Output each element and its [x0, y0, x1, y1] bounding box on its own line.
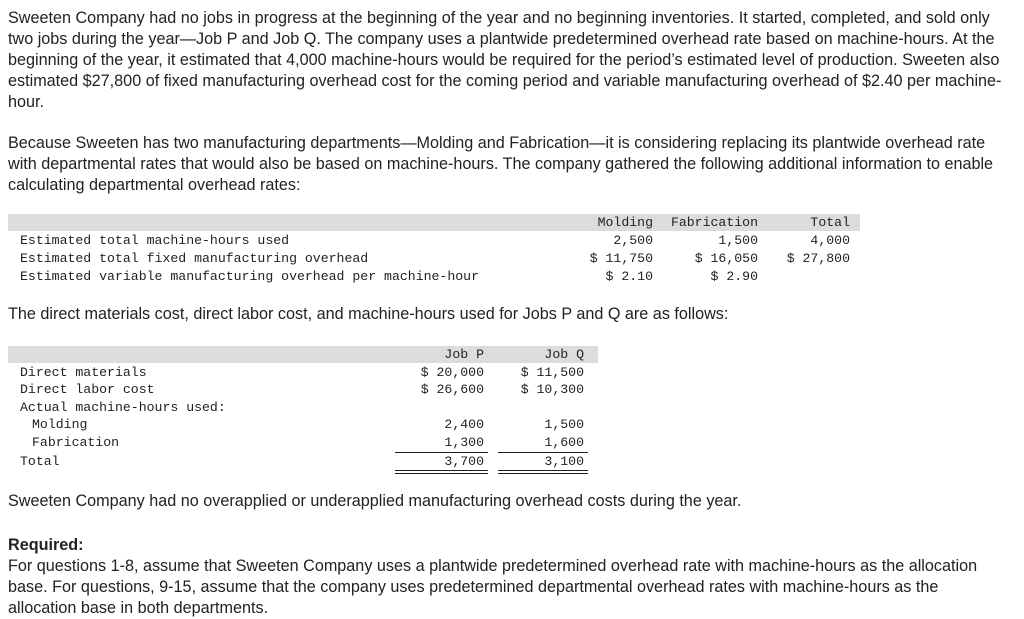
cell-molding: 2,500 [613, 233, 653, 248]
column-header-fabrication: Fabrication [670, 215, 758, 230]
cell-job-q: 1,600 [544, 435, 584, 450]
row-label: Direct labor cost [20, 382, 155, 397]
table-row-total [8, 454, 598, 471]
total-double-rule-job-q [498, 473, 588, 474]
cell-job-p: 3,700 [444, 454, 484, 469]
total-rule-job-q [498, 470, 588, 471]
subtotal-rule-job-p [395, 452, 488, 453]
row-label: Estimated variable manufacturing overhead per machine-hour [20, 269, 479, 284]
cell-job-q: $ 10,300 [520, 382, 584, 397]
total-double-rule-job-p [395, 473, 488, 474]
row-label: Estimated total machine-hours used [20, 233, 290, 248]
jobs-intro-text: The direct materials cost, direct labor cost, and machine-hours used for Jobs P and Q are as follows: [8, 305, 729, 323]
cell-job-q: $ 11,500 [520, 365, 584, 380]
table-row [8, 233, 860, 250]
subtotal-rule-job-q [498, 452, 588, 453]
cell-total: 4,000 [810, 233, 850, 248]
column-header-job-p: Job P [444, 347, 484, 362]
cell-job-q: 3,100 [544, 454, 584, 469]
department-overhead-table [8, 214, 860, 288]
table-header-row [8, 215, 860, 232]
column-header-molding: Molding [597, 215, 653, 230]
table-row [8, 365, 598, 382]
table-row [8, 251, 860, 268]
row-label: Direct materials [20, 365, 147, 380]
table-row [8, 435, 598, 452]
required-heading: Required: [8, 536, 84, 554]
intro-paragraph-2: Because Sweeten has two manufacturing departments—Molding and Fabrication—it is considering replacing its plantwide overhead rate with departmental rates that would also be based on machine-hours. The company gathered the following additional information to enable calculating departmental overhead rates: [8, 134, 994, 194]
cell-fabrication: 1,500 [718, 233, 758, 248]
table-row [8, 417, 598, 434]
column-header-total: Total [810, 215, 850, 230]
table-row [8, 269, 860, 286]
column-header-job-q: Job Q [544, 347, 584, 362]
cell-job-q: 1,500 [544, 417, 584, 432]
cell-total: $ 27,800 [786, 251, 850, 266]
cell-molding: $ 11,750 [589, 251, 653, 266]
cell-fabrication: $ 2.90 [710, 269, 758, 284]
overhead-note: Sweeten Company had no overapplied or underapplied manufacturing overhead costs during the year. [8, 492, 742, 510]
row-label: Molding [32, 417, 88, 432]
row-label: Estimated total fixed manufacturing overhead [20, 251, 369, 266]
row-label: Total [20, 454, 60, 469]
row-label: Fabrication [32, 435, 120, 450]
table-header-row [8, 347, 598, 364]
cell-job-p: $ 26,600 [420, 382, 484, 397]
table-row [8, 400, 598, 417]
required-text: For questions 1-8, assume that Sweeten Company uses a plantwide predetermined overhead rate with machine-hours as the allocation base. For questions, 9-15, assume that the company uses predetermined departmental overhead rates with machine-hours as the allocation base in both departments. [8, 557, 978, 617]
intro-paragraph-1: Sweeten Company had no jobs in progress at the beginning of the year and no beginning inventories. It started, completed, and sold only two jobs during the year—Job P and Job Q. The company uses a plantwide predetermined overhead rate based on machine-hours. At the beginning of the year, it estimated that 4,000 machine-hours would be required for the period’s estimated level of production. Sweeten also estimated $27,800 of fixed manufacturing overhead cost for the coming period and variable manufacturing overhead of $2.40 per machine-hour. [8, 9, 1002, 111]
cell-job-p: 1,300 [444, 435, 484, 450]
table-row [8, 382, 598, 399]
row-label: Actual machine-hours used: [20, 400, 226, 415]
cell-molding: $ 2.10 [605, 269, 653, 284]
cell-fabrication: $ 16,050 [694, 251, 758, 266]
cell-job-p: $ 20,000 [420, 365, 484, 380]
total-rule-job-p [395, 470, 488, 471]
jobs-cost-table [8, 346, 598, 474]
cell-job-p: 2,400 [444, 417, 484, 432]
